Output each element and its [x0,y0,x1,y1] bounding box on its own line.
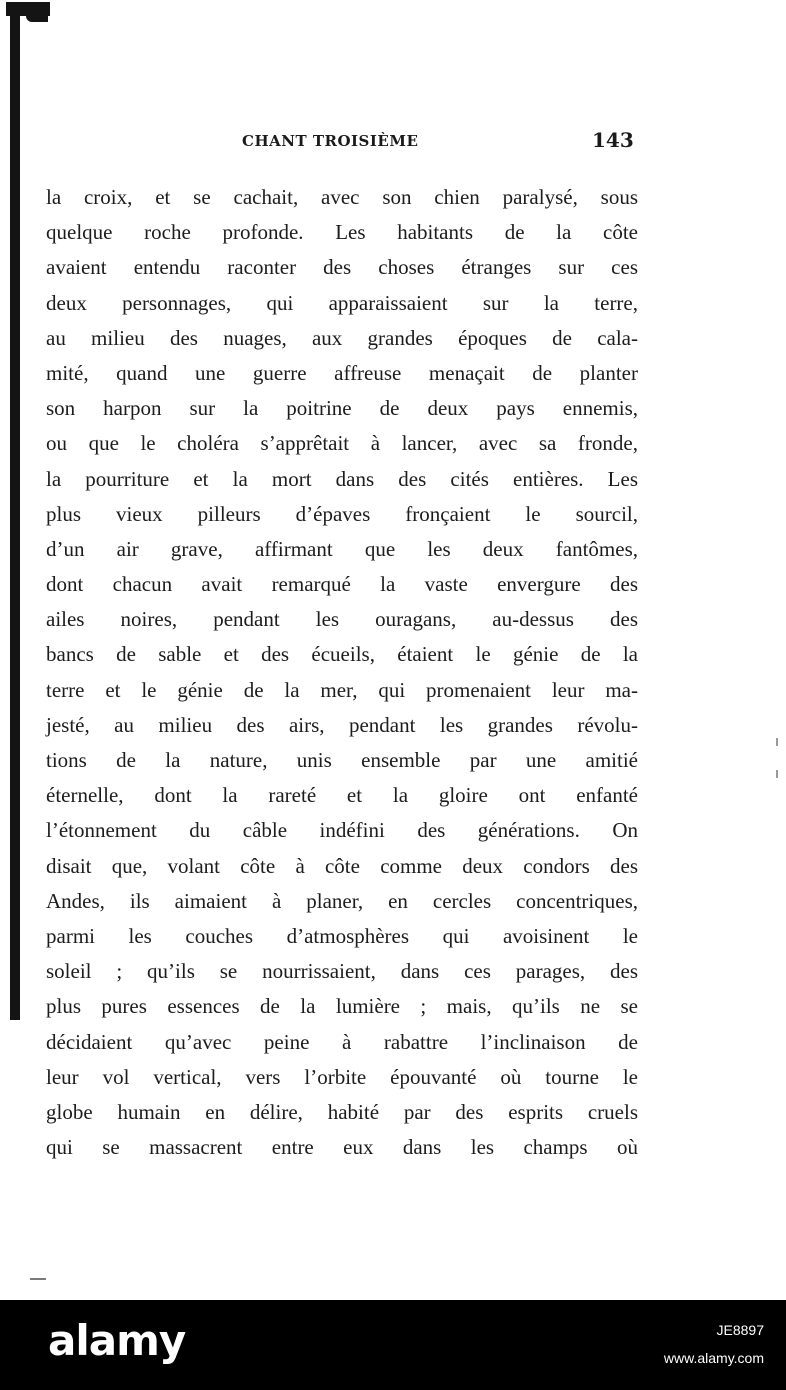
text-line: quelque roche profonde. Les habitants de la côte [46,220,638,245]
binding-edge-bar [10,10,20,1020]
text-line: plus vieux pilleurs d’épaves fronçaient le sourcil, [46,501,638,526]
text-line: Andes, ils aimaient à planer, en cercles concentriques, [46,888,638,913]
text-line: tions de la nature, unis ensemble par une amitié [46,748,638,772]
text-line: qui se massacrent entre eux dans les champs où [46,1135,638,1160]
text-line: globe humain en délire, habité par des esprits cruels [46,1099,638,1124]
text-line: soleil ; qu’ils se nourrissaient, dans ces parages, des [46,959,638,984]
text-line: plus pures essences de la lumière ; mais, qu’ils ne se [46,994,638,1019]
text-line: l’étonnement du câble indéfini des générations. On [46,818,638,843]
text-line: dont chacun avait remarqué la vaste envergure des [46,572,638,597]
text-line: éternelle, dont la rareté et la gloire ont enfanté [46,783,638,808]
text-line: avaient entendu raconter des choses étranges sur ces [46,255,638,280]
text-line: jesté, au milieu des airs, pendant les grandes révolu- [46,712,638,737]
alamy-logo: alamy [48,1316,186,1365]
page-number: 143 [592,128,634,152]
text-line: bancs de sable et des écueils, étaient le génie de la [46,642,638,667]
text-line: terre et le génie de la mer, qui promenaient leur ma- [46,677,638,702]
text-line: deux personnages, qui apparaissaient sur la terre, [46,290,638,315]
margin-speck [776,738,778,746]
text-line: au milieu des nuages, aux grandes époques de cala- [46,325,638,350]
watermark-bar [0,1300,786,1390]
text-line: décidaient qu’avec peine à rabattre l’inclinaison de [46,1029,638,1054]
margin-speck [776,770,778,778]
text-line: leur vol vertical, vers l’orbite épouvanté où tourne le [46,1064,638,1089]
text-line: la croix, et se cachait, avec son chien paralysé, sous [46,185,638,209]
running-title: CHANT TROISIÈME [242,132,419,150]
text-line: d’un air grave, affirmant que les deux fantômes, [46,536,638,561]
page-header [0,128,786,158]
text-line: parmi les couches d’atmosphères qui avoisinent le [46,923,638,948]
text-line: mité, quand une guerre affreuse menaçait de planter [46,360,638,385]
binding-corner-hook [26,14,48,22]
text-line: ou que le choléra s’apprêtait à lancer, avec sa fronde, [46,431,638,456]
text-line: disait que, volant côte à côte comme deux condors des [46,853,638,878]
bottom-speck [30,1278,46,1280]
text-line: ailes noires, pendant les ouragans, au-dessus des [46,607,638,632]
text-line: la pourriture et la mort dans des cités entières. Les [46,466,638,491]
watermark-url: www.alamy.com [663,1350,764,1366]
body-text [46,180,638,1165]
image-id: JE8897 [716,1322,764,1338]
text-line: son harpon sur la poitrine de deux pays ennemis, [46,396,638,421]
